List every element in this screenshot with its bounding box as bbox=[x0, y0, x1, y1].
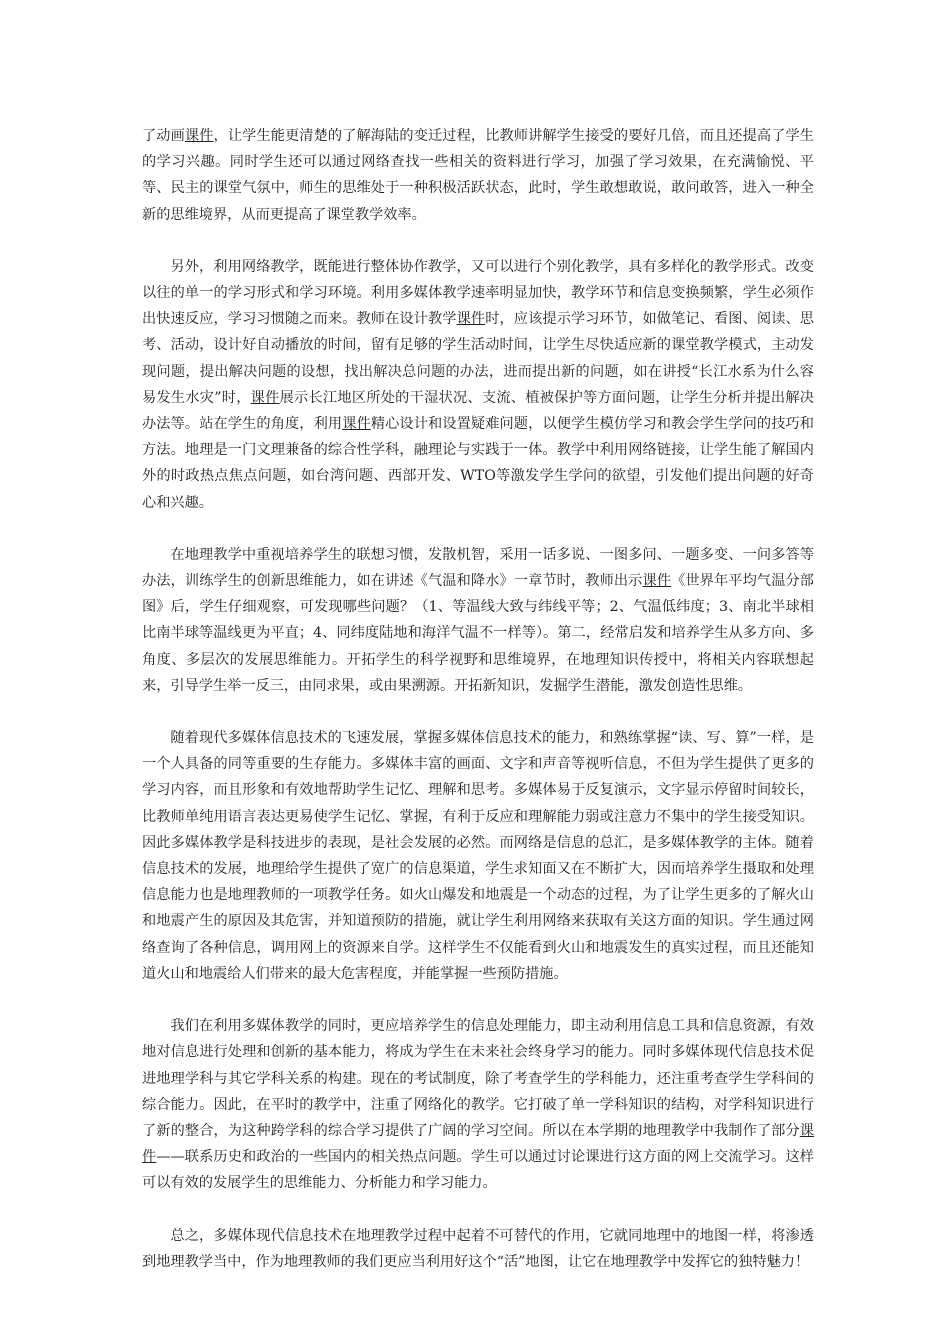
paragraph-text: ，让学生能更清楚的了解海陆的变迁过程，比教师讲解学生接受的要好几倍，而且还提高了学生的学习兴趣。同时学生还可以通过网络查找一些相关的资料进行学习，加强了学习效果，在充满愉悦、平等、民主的课堂气氛中，师生的思维处于一种积极活跃状态，此时，学生敢想敢说，敢问敢答，进入一种全新的思维境界，从而更提高了课堂教学效率。 bbox=[142, 128, 814, 223]
paragraph-text: 《世界年平均气温分部图》后，学生仔细观察，可发现哪些问题？（1、等温线大致与纬线平等；2、气温低纬度；3、南北半球相比南半球等温线更为平直；4、同纬度陆地和海洋气温不一样等）。第二，经常启发和培养学生从多方向、多角度、多层次的发展思维能力。开拓学生的科学视野和思维境界，在地理知识传授中，将相关内容联想起来，引导学生举一反三，由同求果，或由果溯源。开拓新知识，发掘学生潜能，激发创造性思维。 bbox=[142, 573, 814, 694]
paragraph bbox=[142, 254, 814, 516]
paragraph bbox=[142, 123, 814, 228]
paragraph-text: 时，应该提示学习环节，如做笔记、看图、阅读、思考、活动，设计好自动播放的时间，留有足够的学生活动时间，让学生尽快适应新的课堂教学模式，主动发现问题，提出解决问题的设想，找出解决总问题的办法，进而提出新的问题，如在讲授“长江水系为什么容易发生水灾”时， bbox=[142, 311, 814, 406]
courseware-link[interactable]: 课件 bbox=[642, 573, 672, 590]
paragraph bbox=[142, 1223, 814, 1275]
paragraph bbox=[142, 542, 814, 699]
courseware-link[interactable]: 课件 bbox=[250, 389, 280, 406]
courseware-link[interactable]: 课件 bbox=[342, 416, 371, 433]
courseware-link[interactable]: 课件 bbox=[142, 1122, 814, 1166]
paragraph-text: 在地理教学中重视培养学生的联想习惯，发散机智，采用一话多说、一图多问、一题多变、一问多答等办法，训练学生的创新思维能力，如在讲述《气温和降水》一章节时，教师出示 bbox=[142, 546, 814, 590]
paragraph bbox=[142, 1013, 814, 1196]
courseware-link[interactable]: 课件 bbox=[184, 128, 214, 144]
paragraph-text: 随着现代多媒体信息技术的飞速发展，掌握多媒体信息技术的能力，和熟练掌握“读、写、算”一样，是一个人具备的同等重要的生存能力。多媒体丰富的画面、文字和声音等视听信息，不但为学生提供了更多的学习内容，而且形象和有效地帮助学生记忆、理解和思考。多媒体易于反复演示，文字显示停留时间较长，比教师单纯用语言表达更易使学生记忆、掌握，有利于反应和理解能力弱或注意力不集中的学生接受知识。因此多媒体教学是科技进步的表现，是社会发展的必然。而网络是信息的总汇，是多媒体教学的主体。随着信息技术的发展，地理给学生提供了宽广的信息渠道，学生求知面又在不断扩大，因而培养学生摄取和处理信息能力也是地理教师的一项教学任务。如火山爆发和地震是一个动态的过程，为了让学生更多的了解火山和地震产生的原因及其危害，并知道预防的措施，就让学生利用网络来获取有关这方面的知识。学生通过网络查询了各种信息，调用网上的资源来自学。这样学生不仅能看到火山和地震发生的真实过程，而且还能知道火山和地震给人们带来的最大危害程度，并能掌握一些预防措施。 bbox=[142, 730, 814, 982]
paragraph-text: 展示长江地区所处的干湿状况、支流、植被保护等方面问题，让学生分析并提出解决办法等。站在学生的角度，利用 bbox=[142, 389, 814, 433]
paragraph-text: 我们在利用多媒体教学的同时，更应培养学生的信息处理能力，即主动利用信息工具和信息资源，有效地对信息进行处理和创新的基本能力，将成为学生在未来社会终身学习的能力。同时多媒体现代信息技术促进地理学科与其它学科关系的构建。现在的考试制度，除了考查学生的学科能力，还注重考查学生学科间的综合能力。因此，在平时的教学中，注重了网络化的教学。它打破了单一学科知识的结构，对学科知识进行了新的整合，为这种跨学科的综合学习提供了广阔的学习空间。所以在本学期的地理教学中我制作了部分 bbox=[142, 1018, 814, 1139]
paragraph-text: 精心设计和设置疑难问题，以便学生模仿学习和教会学生学问的技巧和方法。地理是一门文理兼备的综合性学科，融理论与实践于一体。教学中利用网络链接，让学生能了解国内外的时政热点焦点问题，如台湾问题、西部开发、WTO等激发学生学问的欲望，引发他们提出问题的好奇心和兴趣。 bbox=[142, 416, 814, 511]
paragraph-text: 另外，利用网络教学，既能进行整体协作教学，又可以进行个别化教学，具有多样化的教学形式。改变以往的单一的学习形式和学习环境。利用多媒体教学速率明显加快，教学环节和信息变换频繁，学生必须作出快速反应，学习习惯随之而来。教师在设计教学 bbox=[142, 258, 814, 328]
paragraph-text: ——联系历史和政治的一些国内的相关热点问题。学生可以通过讨论课进行这方面的网上交流学习。这样可以有效的发展学生的思维能力、分析能力和学习能力。 bbox=[142, 1149, 814, 1192]
document-body bbox=[142, 123, 814, 1301]
courseware-link[interactable]: 课件 bbox=[456, 311, 486, 328]
paragraph bbox=[142, 725, 814, 987]
paragraph-text: 了动画 bbox=[142, 128, 185, 144]
paragraph-text: 总之，多媒体现代信息技术在地理教学过程中起着不可替代的作用，它就同地理中的地图一样，将渗透到地理教学当中，作为地理教师的我们更应当利用好这个“活”地图，让它在地理教学中发挥它的独特魅力！ bbox=[142, 1227, 814, 1270]
